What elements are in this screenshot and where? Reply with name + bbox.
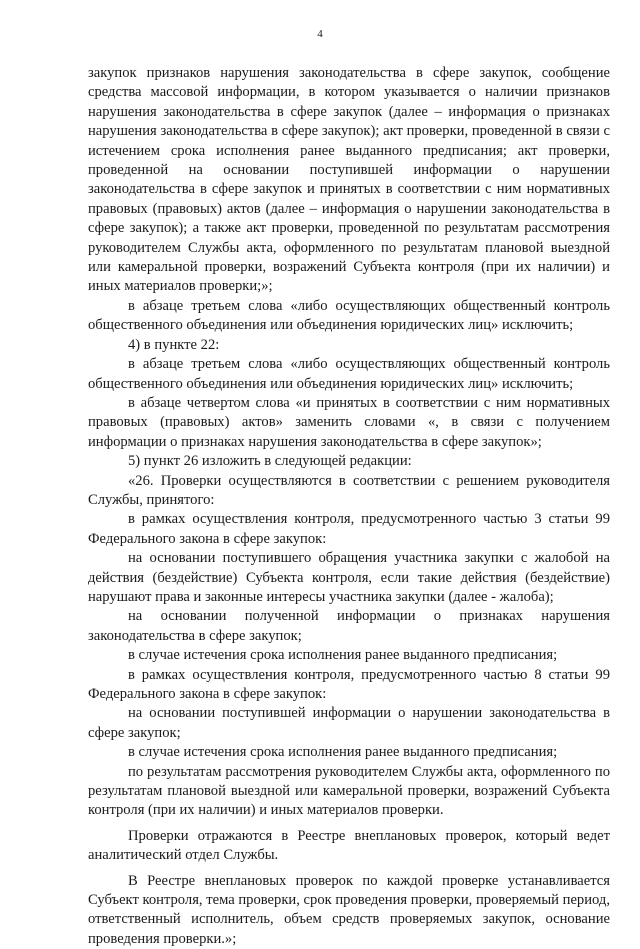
paragraph: 4) в пункте 22: (128, 336, 220, 353)
paragraph: в случае истечения срока исполнения ранее выданного предписания; (128, 744, 558, 761)
paragraph: на основании поступившего обращения участника закупки с жалобой на действия (бездействие) Субъекта контроля, если такие действия (бездействие) нарушают права и законные интересы участника закупки (далее - жалоба); (88, 550, 610, 605)
paragraph: на основании полученной информации о признаках нарушения законодательства в сфере закупок; (88, 608, 610, 644)
paragraph: в абзаце четвертом слова «и принятых в соответствии с ним нормативных правовых (правовых) актов» заменить словами «, в связи с получением информации о признаках нарушения законодательства в сфере закупок»; (88, 394, 610, 450)
paragraph: на основании поступившей информации о нарушении законодательства в сфере закупок; (88, 705, 610, 741)
paragraph: по результатам рассмотрения руководителем Службы акта, оформленного по результатам плановой выездной или камеральной проверки, возражений Субъекта контроля (при их наличии) и иных материалов проверки. (88, 763, 610, 819)
page-number: 4 (317, 28, 323, 40)
document-body (88, 64, 610, 949)
paragraph: в абзаце третьем слова «либо осуществляющих общественный контроль общественного объединения или объединения юридических лиц» исключить; (88, 356, 610, 392)
paragraph: 5) пункт 26 изложить в следующей редакции: (128, 453, 412, 470)
paragraph: в случае истечения срока исполнения ранее выданного предписания; (128, 647, 558, 664)
paragraph: «26. Проверки осуществляются в соответствии с решением руководителя Службы, принятого: (88, 472, 610, 508)
paragraph: Проверки отражаются в Реестре внеплановых проверок, который ведет аналитический отдел Службы. (88, 827, 610, 864)
paragraph: В Реестре внеплановых проверок по каждой проверке устанавливается Субъект контроля, тема проверки, срок проведения проверки, проверяемый период, ответственный исполнитель, объем средств проверяемых закупок, основание проведения проверки.»; (88, 872, 610, 947)
paragraph: закупок признаков нарушения законодательства в сфере закупок, сообщение средства массовой информации, в котором указывается о наличии признаков нарушения законодательства в сфере закупок (далее – информация о признаках нарушения законодательства в сфере закупок); акт проверки, проведенной в связи с истечением срока исполнения ранее выданного предписания; акт проверки, проведенной на основании поступившей информации о нарушении законодательства в сфере закупок и принятых в соответствии с ним нормативных правовых (правовых) актов (далее – информация о нарушении законодательства в сфере закупок); а также акт проверки, проведенной по результатам рассмотрения руководителем Службы акта, оформленного по результатам плановой выездной или камеральной проверки, возражений Субъекта контроля (при их наличии) и иных материалов проверки;»; (88, 65, 610, 295)
paragraph: в рамках осуществления контроля, предусмотренного частью 3 статьи 99 Федерального закона в сфере закупок: (88, 511, 610, 547)
paragraph: в рамках осуществления контроля, предусмотренного частью 8 статьи 99 Федерального закона в сфере закупок: (88, 666, 610, 702)
paragraph: в абзаце третьем слова «либо осуществляющих общественный контроль общественного объединения или объединения юридических лиц» исключить; (88, 297, 610, 334)
